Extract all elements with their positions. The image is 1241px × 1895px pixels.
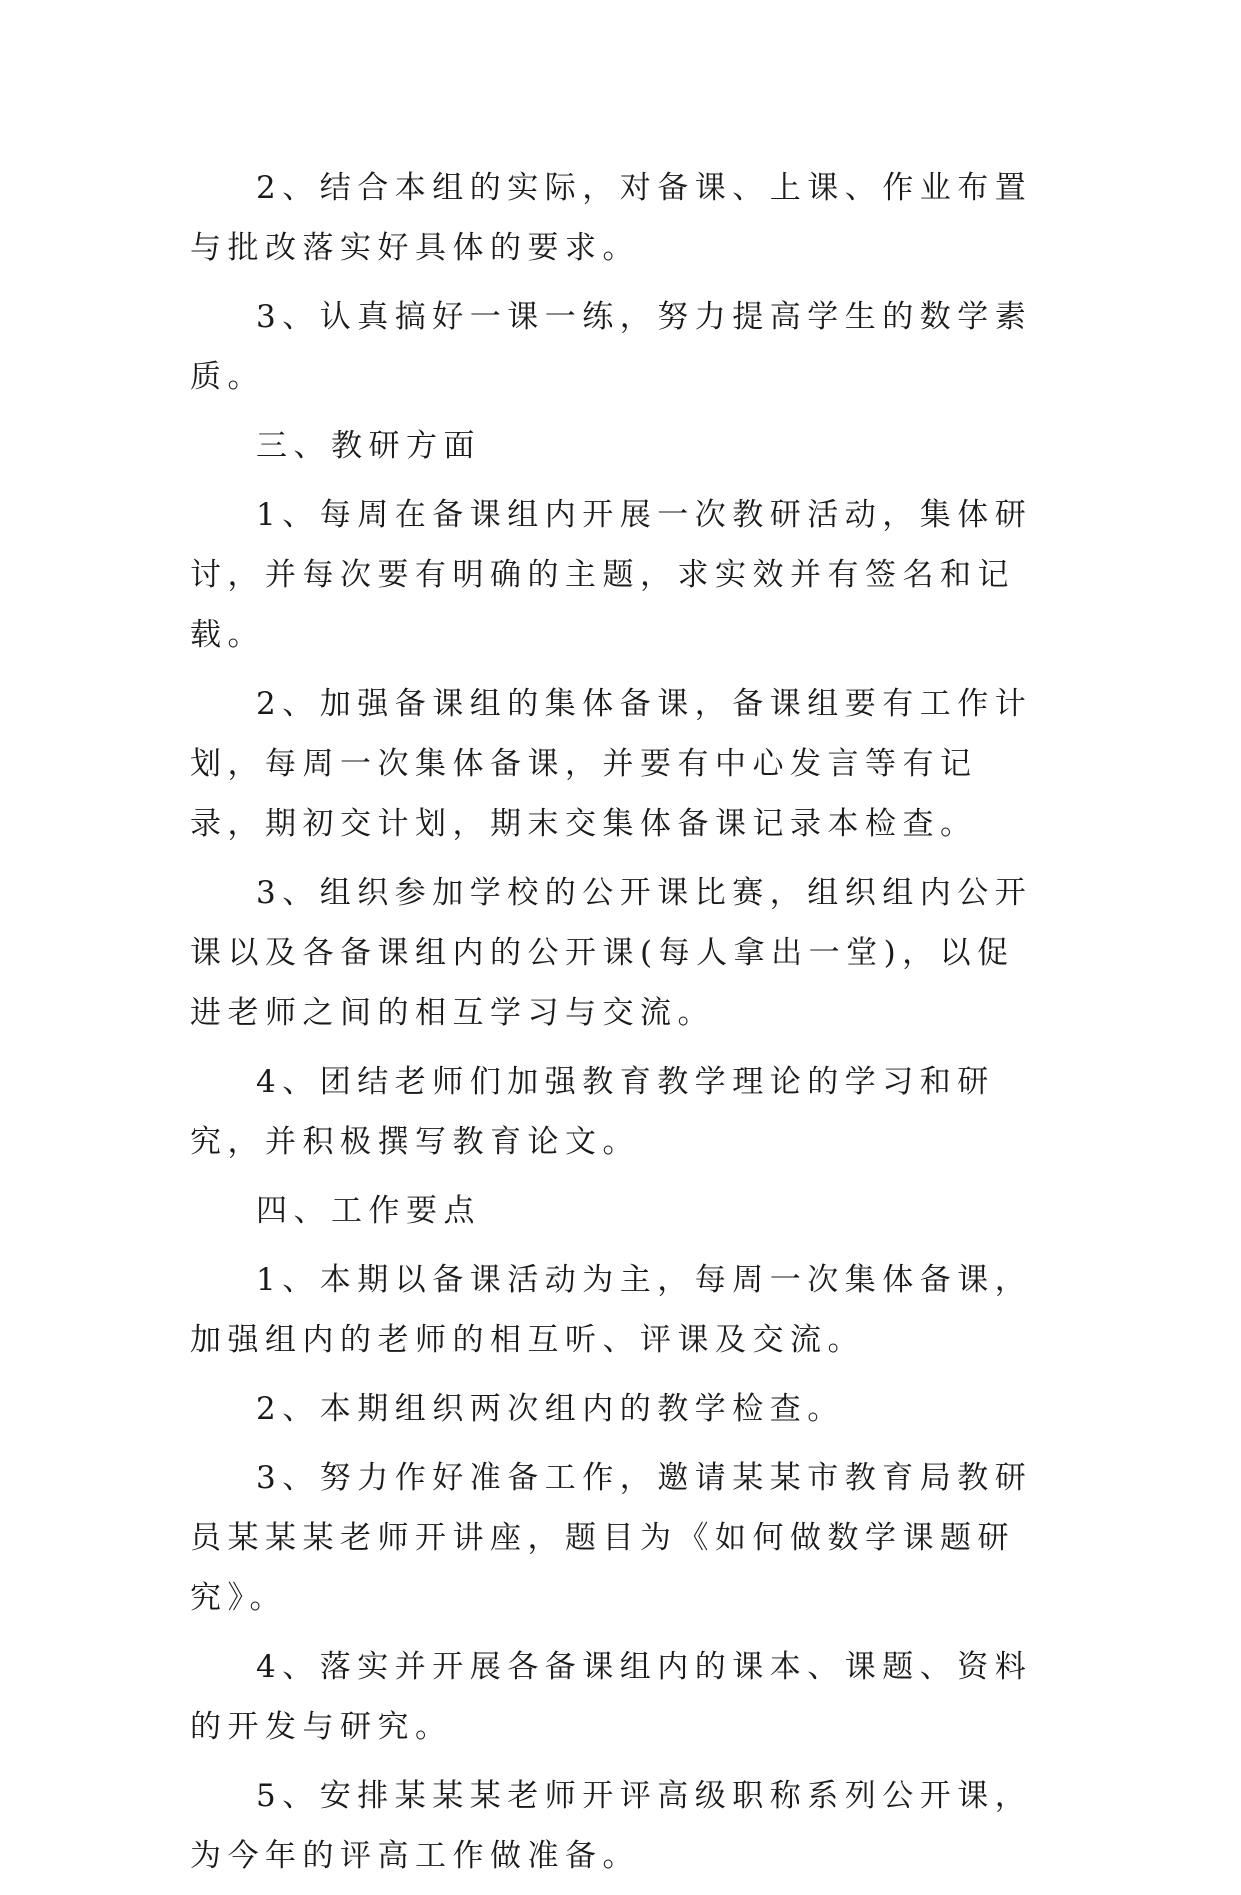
section-heading-key-points: 四、工作要点 bbox=[256, 1193, 481, 1229]
paragraph-research-3: 3、组织参加学校的公开课比赛，组织组内公开课以及各备课组内的公开课(每人拿出一堂)，以促进老师之间的相互学习与交流。 bbox=[190, 875, 1033, 1031]
paragraph-item-2-prep: 2、结合本组的实际，对备课、上课、作业布置与批改落实好具体的要求。 bbox=[190, 170, 1033, 266]
paragraph-research-1: 1、每周在备课组内开展一次教研活动，集体研讨，并每次要有明确的主题，求实效并有签名和记载。 bbox=[190, 497, 1033, 653]
paragraph-research-2: 2、加强备课组的集体备课，备课组要有工作计划，每周一次集体备课，并要有中心发言等有记录，期初交计划，期末交集体备课记录本检查。 bbox=[190, 686, 1033, 842]
document-body bbox=[190, 158, 1050, 1895]
paragraph-research-4: 4、团结老师们加强教育教学理论的学习和研究，并积极撰写教育论文。 bbox=[190, 1064, 995, 1160]
paragraph-key-point-2: 2、本期组织两次组内的教学检查。 bbox=[256, 1391, 845, 1427]
paragraph-key-point-1: 1、本期以备课活动为主，每周一次集体备课，加强组内的老师的相互听、评课及交流。 bbox=[190, 1262, 1033, 1358]
paragraph-key-point-5: 5、安排某某某老师开评高级职称系列公开课，为今年的评高工作做准备。 bbox=[190, 1778, 1033, 1874]
paragraph-key-point-3: 3、努力作好准备工作，邀请某某市教育局教研员某某某老师开讲座，题目为《如何做数学课题研究》。 bbox=[190, 1460, 1033, 1616]
paragraph-item-3-practice: 3、认真搞好一课一练，努力提高学生的数学素质。 bbox=[190, 299, 1033, 395]
paragraph-key-point-4: 4、落实并开展各备课组内的课本、课题、资料的开发与研究。 bbox=[190, 1649, 1033, 1745]
section-heading-research: 三、教研方面 bbox=[256, 428, 481, 464]
